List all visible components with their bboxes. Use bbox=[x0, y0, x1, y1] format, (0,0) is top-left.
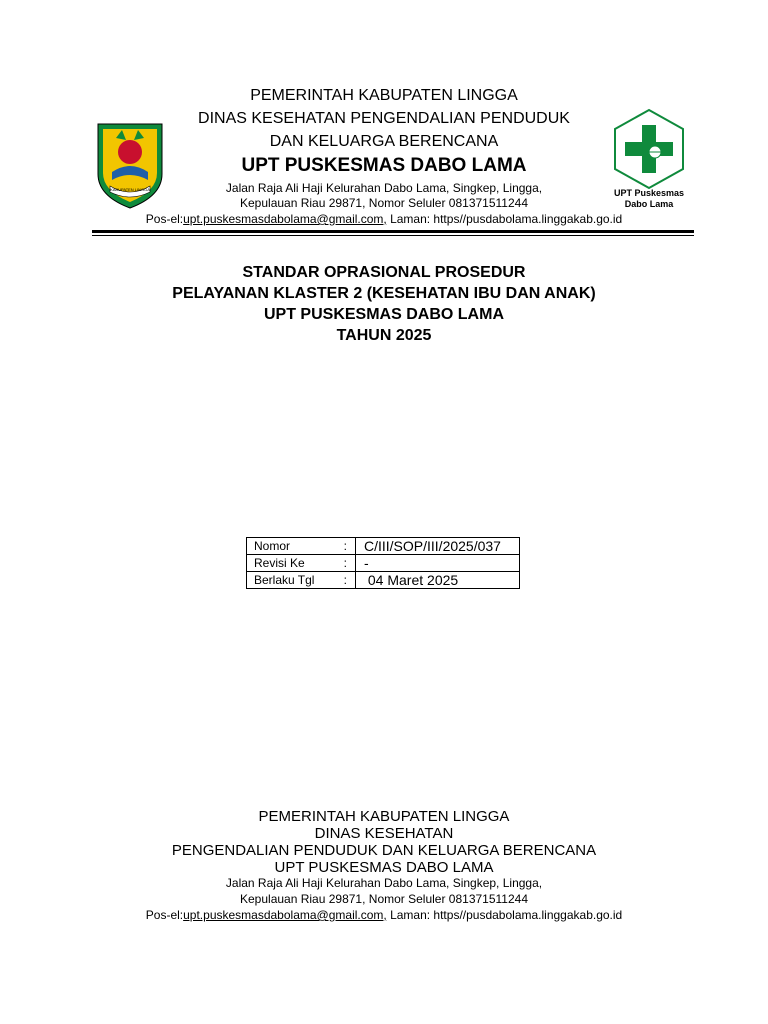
header-address-line2: Kepulauan Riau 29871, Nomor Seluler 081371511244 bbox=[240, 196, 528, 210]
header-contact-line bbox=[0, 212, 768, 226]
document-title bbox=[0, 264, 768, 348]
title-line3: UPT PUSKESMAS DABO LAMA bbox=[263, 306, 504, 323]
letterhead-divider-thin bbox=[92, 235, 694, 236]
header-dept-line2: DAN KELUARGA BERENCANA bbox=[269, 133, 499, 150]
footer-dept-line: DINAS KESEHATAN bbox=[314, 825, 454, 842]
letterhead-divider-thick bbox=[92, 230, 694, 233]
table-row bbox=[247, 538, 520, 555]
meta-label: Revisi Ke bbox=[254, 556, 305, 570]
header-website: Laman: https//pusdabolama.linggakab.go.id bbox=[386, 212, 623, 226]
footer-website: Laman: https//pusdabolama.linggakab.go.id bbox=[386, 908, 623, 922]
contact-prefix: Pos-el: bbox=[145, 908, 184, 922]
title-line2: PELAYANAN KLASTER 2 (KESEHATAN IBU DAN ANAK) bbox=[172, 285, 596, 302]
contact-prefix: Pos-el: bbox=[145, 212, 184, 226]
meta-sep: : bbox=[343, 573, 347, 587]
footer-address-line2: Kepulauan Riau 29871, Nomor Seluler 081371511244 bbox=[240, 892, 528, 906]
header-email-link[interactable]: upt.puskesmasdabolama@gmail.com, bbox=[183, 212, 387, 226]
footer-address-line1: Jalan Raja Ali Haji Kelurahan Dabo Lama, Singkep, Lingga, bbox=[225, 876, 543, 890]
meta-label: Berlaku Tgl bbox=[254, 573, 315, 587]
header-gov-line: PEMERINTAH KABUPATEN LINGGA bbox=[250, 87, 518, 104]
header-address-line1: Jalan Raja Ali Haji Kelurahan Dabo Lama, Singkep, Lingga, bbox=[225, 181, 543, 195]
footer-dept-line2: PENGENDALIAN PENDUDUK DAN KELUARGA BERENCANA bbox=[171, 842, 597, 859]
logo-caption-line1: UPT Puskesmas bbox=[613, 188, 685, 198]
table-row bbox=[247, 572, 520, 589]
footer-gov-line: PEMERINTAH KABUPATEN LINGGA bbox=[258, 808, 510, 825]
meta-sep: : bbox=[343, 539, 347, 553]
meta-value-nomor: C/III/SOP/III/2025/037 bbox=[356, 538, 520, 555]
footer-unit-name: UPT PUSKESMAS DABO LAMA bbox=[274, 859, 494, 876]
meta-label: Nomor bbox=[254, 539, 291, 553]
logo-caption-line2: Dabo Lama bbox=[624, 199, 674, 209]
header-unit-name: UPT PUSKESMAS DABO LAMA bbox=[241, 155, 527, 176]
title-line1: STANDAR OPRASIONAL PROSEDUR bbox=[242, 264, 526, 281]
footer-contact-line bbox=[0, 908, 768, 922]
document-meta-table bbox=[246, 537, 520, 589]
header-dept-line: DINAS KESEHATAN PENGENDALIAN PENDUDUK bbox=[198, 110, 570, 127]
meta-value-berlaku: 04 Maret 2025 bbox=[356, 572, 520, 589]
emblem-lettering: KABUPATEN LINGGA bbox=[110, 187, 150, 192]
meta-sep: : bbox=[343, 556, 347, 570]
title-line4: TAHUN 2025 bbox=[336, 327, 432, 344]
footer-email-link[interactable]: upt.puskesmasdabolama@gmail.com, bbox=[183, 908, 387, 922]
meta-value-revisi: - bbox=[356, 555, 520, 572]
table-row bbox=[247, 555, 520, 572]
